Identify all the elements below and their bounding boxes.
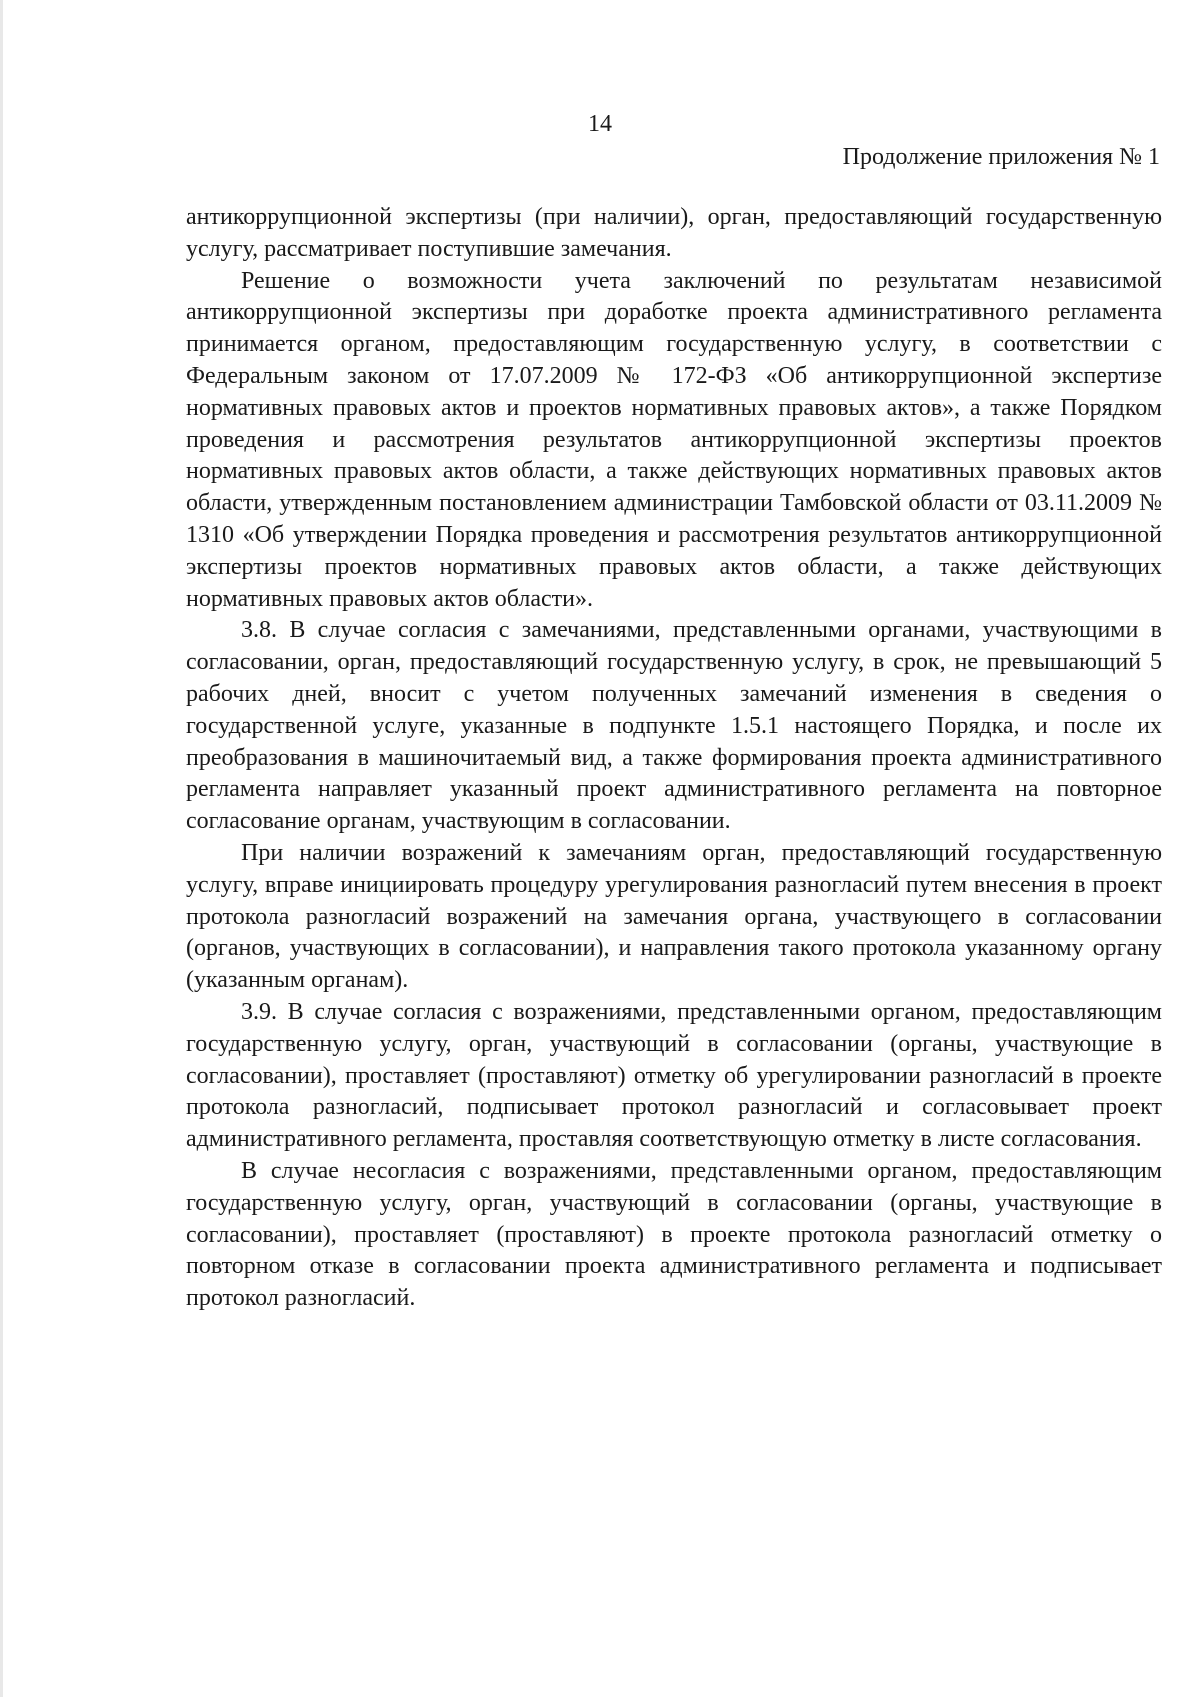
paragraph-disagreement: В случае несогласия с возражениями, представленными органом, предоставляющим государственную услугу, орган, участвующий в согласовании (органы, участвующие в согласовании), проставляет (проставляют) в проекте протокола разногласий отметку о повторном отказе в согласовании проекта административного регламента и подписывает протокол разногласий. [186, 1157, 1162, 1312]
paragraph-clause-3-9: 3.9. В случае согласия с возражениями, представленными органом, предоставляющим государственную услугу, орган, участвующий в согласовании (органы, участвующие в согласовании), проставляет (проставляют) отметку об урегулировании разногласий в проекте протокола разногласий, подписывает протокол разногласий и согласовывает проект административного регламента, проставляя соответствующую отметку в листе согласования. [186, 998, 1162, 1153]
scan-edge-shadow [0, 0, 3, 1697]
appendix-continuation-note: Продолжение приложения № 1 [842, 144, 1160, 170]
document-body [186, 202, 1162, 1315]
paragraph-expertise-decision: Решение о возможности учета заключений по результатам независимой антикоррупционной экспертизы при доработке проекта административного регламента принимается органом, предоставляющим государственную услугу, в соответствии с Федеральным законом от 17.07.2009 № 172-ФЗ «Об антикоррупционной экспертизе нормативных правовых актов и проектов нормативных правовых актов», а также Порядком проведения и рассмотрения результатов антикоррупционной экспертизы проектов нормативных правовых актов области, а также действующих нормативных правовых актов области, утвержденным постановлением администрации Тамбовской области от 03.11.2009 № 1310 «Об утверждении Порядка проведения и рассмотрения результатов антикоррупционной экспертизы проектов нормативных правовых актов области, а также действующих нормативных правовых актов области». [186, 267, 1162, 612]
paragraph-clause-3-8: 3.8. В случае согласия с замечаниями, представленными органами, участвующими в согласовании, орган, предоставляющий государственную услугу, в срок, не превышающий 5 рабочих дней, вносит с учетом полученных замечаний изменения в сведения о государственной услуге, указанные в подпункте 1.5.1 настоящего Порядка, и после их преобразования в машиночитаемый вид, а также формирования проекта административного регламента направляет указанный проект административного регламента на повторное согласование органам, участвующим в согласовании. [186, 617, 1162, 835]
paragraph-continuation: антикоррупционной экспертизы (при наличии), орган, предоставляющий государственную услугу, рассматривает поступившие замечания. [186, 204, 1162, 262]
page-number: 14 [588, 111, 612, 137]
paragraph-objections: При наличии возражений к замечаниям орган, предоставляющий государственную услугу, вправе инициировать процедуру урегулирования разногласий путем внесения в проект протокола разногласий возражений на замечания органа, участвующего в согласовании (органов, участвующих в согласовании), и направления такого протокола указанному органу (указанным органам). [186, 839, 1162, 994]
